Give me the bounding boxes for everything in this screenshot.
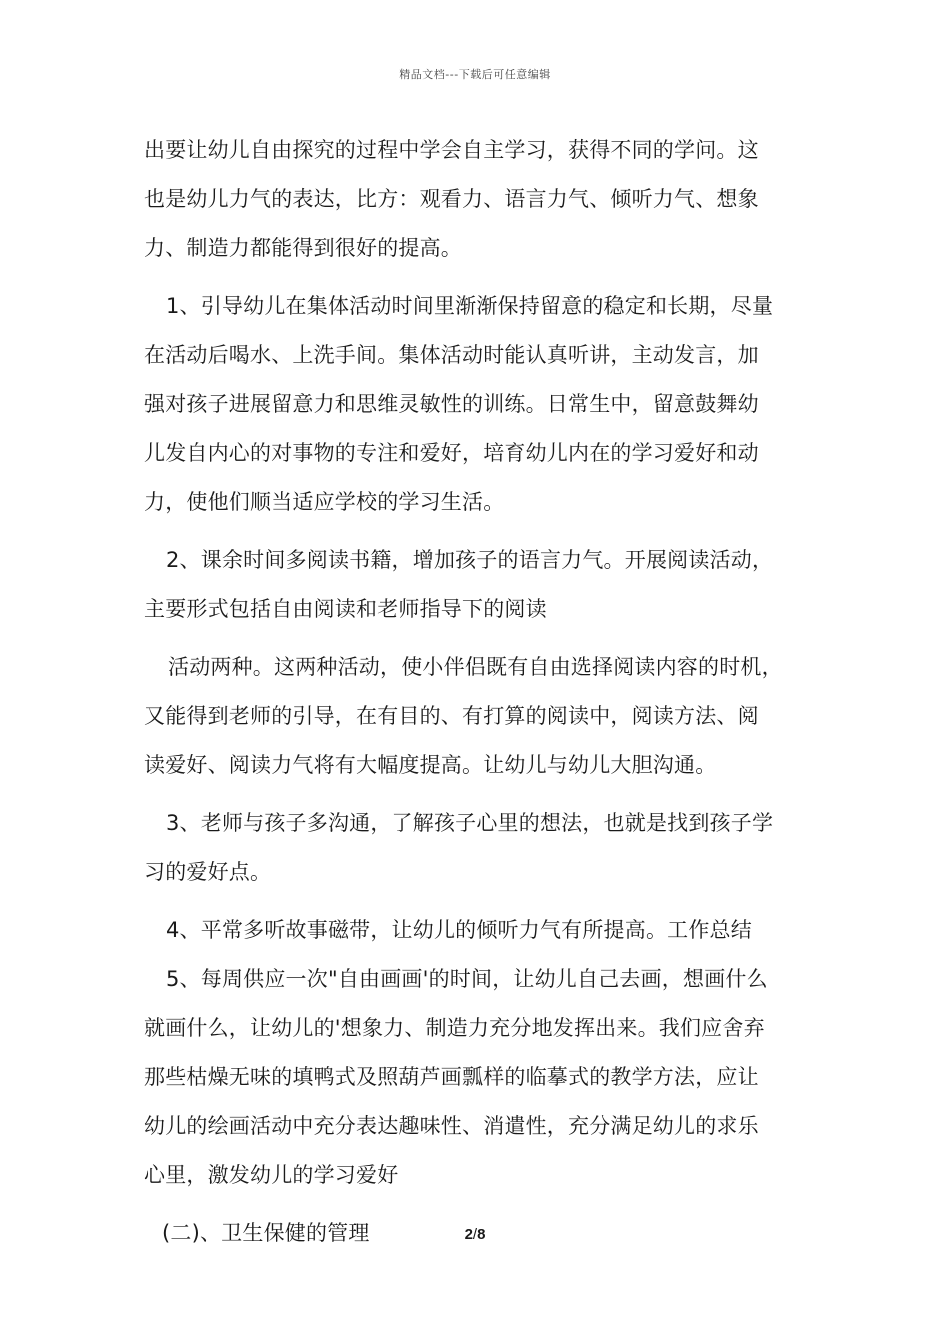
text-line: 幼儿的绘画活动中充分表达趣味性、消遣性，充分满足幼儿的求乐 [144,1114,759,1138]
text-line: 习的爱好点。 [144,860,272,884]
section-heading: (二)、卫生保健的管理 [162,1221,370,1245]
page-total: 8 [477,1226,486,1243]
text-line: 也是幼儿力气的表达，比方：观看力、语言力气、倾听力气、想象 [144,187,759,211]
text-line: 心里，激发幼儿的学习爱好 [144,1163,399,1187]
text-line: 主要形式包括自由阅读和老师指导下的阅读 [144,597,547,621]
page-current: 2 [464,1226,473,1243]
page-separator: / [472,1226,478,1243]
page-header: 精品文档---下载后可任意编辑 [399,68,551,81]
text-line: 强对孩子进展留意力和思维灵敏性的训练。日常生中，留意鼓舞幼 [144,392,759,416]
text-line: 力，使他们顺当适应学校的学习生活。 [144,490,505,514]
text-line: 又能得到老师的引导，在有目的、有打算的阅读中，阅读方法、阅 [144,704,759,728]
text-line: 就画什么，让幼儿的'想象力、制造力充分地发挥出来。我们应舍弃 [144,1016,765,1040]
list-item-3: 3、老师与孩子多沟通，了解孩子心里的想法，也就是找到孩子学 [166,811,774,835]
list-item-2: 2、课余时间多阅读书籍，增加孩子的语言力气。开展阅读活动， [166,548,774,572]
list-item-4: 4、平常多听故事磁带，让幼儿的倾听力气有所提高。工作总结 [166,918,752,942]
text-line: 力、制造力都能得到很好的提高。 [144,236,462,260]
text-line: 那些枯燥无味的填鸭式及照葫芦画瓢样的临摹式的教学方法，应让 [144,1065,759,1089]
text-line: 活动两种。这两种活动，使小伴侣既有自由选择阅读内容的时机， [168,655,783,679]
document-body [144,126,824,1258]
text-line: 读爱好、阅读力气将有大幅度提高。让幼儿与幼儿大胆沟通。 [144,753,717,777]
text-line: 出要让幼儿自由探究的过程中学会自主学习，获得不同的学问。这 [144,138,759,162]
text-line: 儿发自内心的对事物的专注和爱好，培育幼儿内在的学习爱好和动 [144,441,759,465]
list-item-5: 5、每周供应一次"自由画画'的时间，让幼儿自己去画，想画什么 [166,967,768,991]
page-number [0,1226,950,1243]
list-item-1: 1、引导幼儿在集体活动时间里渐渐保持留意的稳定和长期，尽量 [166,294,774,318]
text-line: 在活动后喝水、上洗手间。集体活动时能认真听讲，主动发言，加 [144,343,759,367]
